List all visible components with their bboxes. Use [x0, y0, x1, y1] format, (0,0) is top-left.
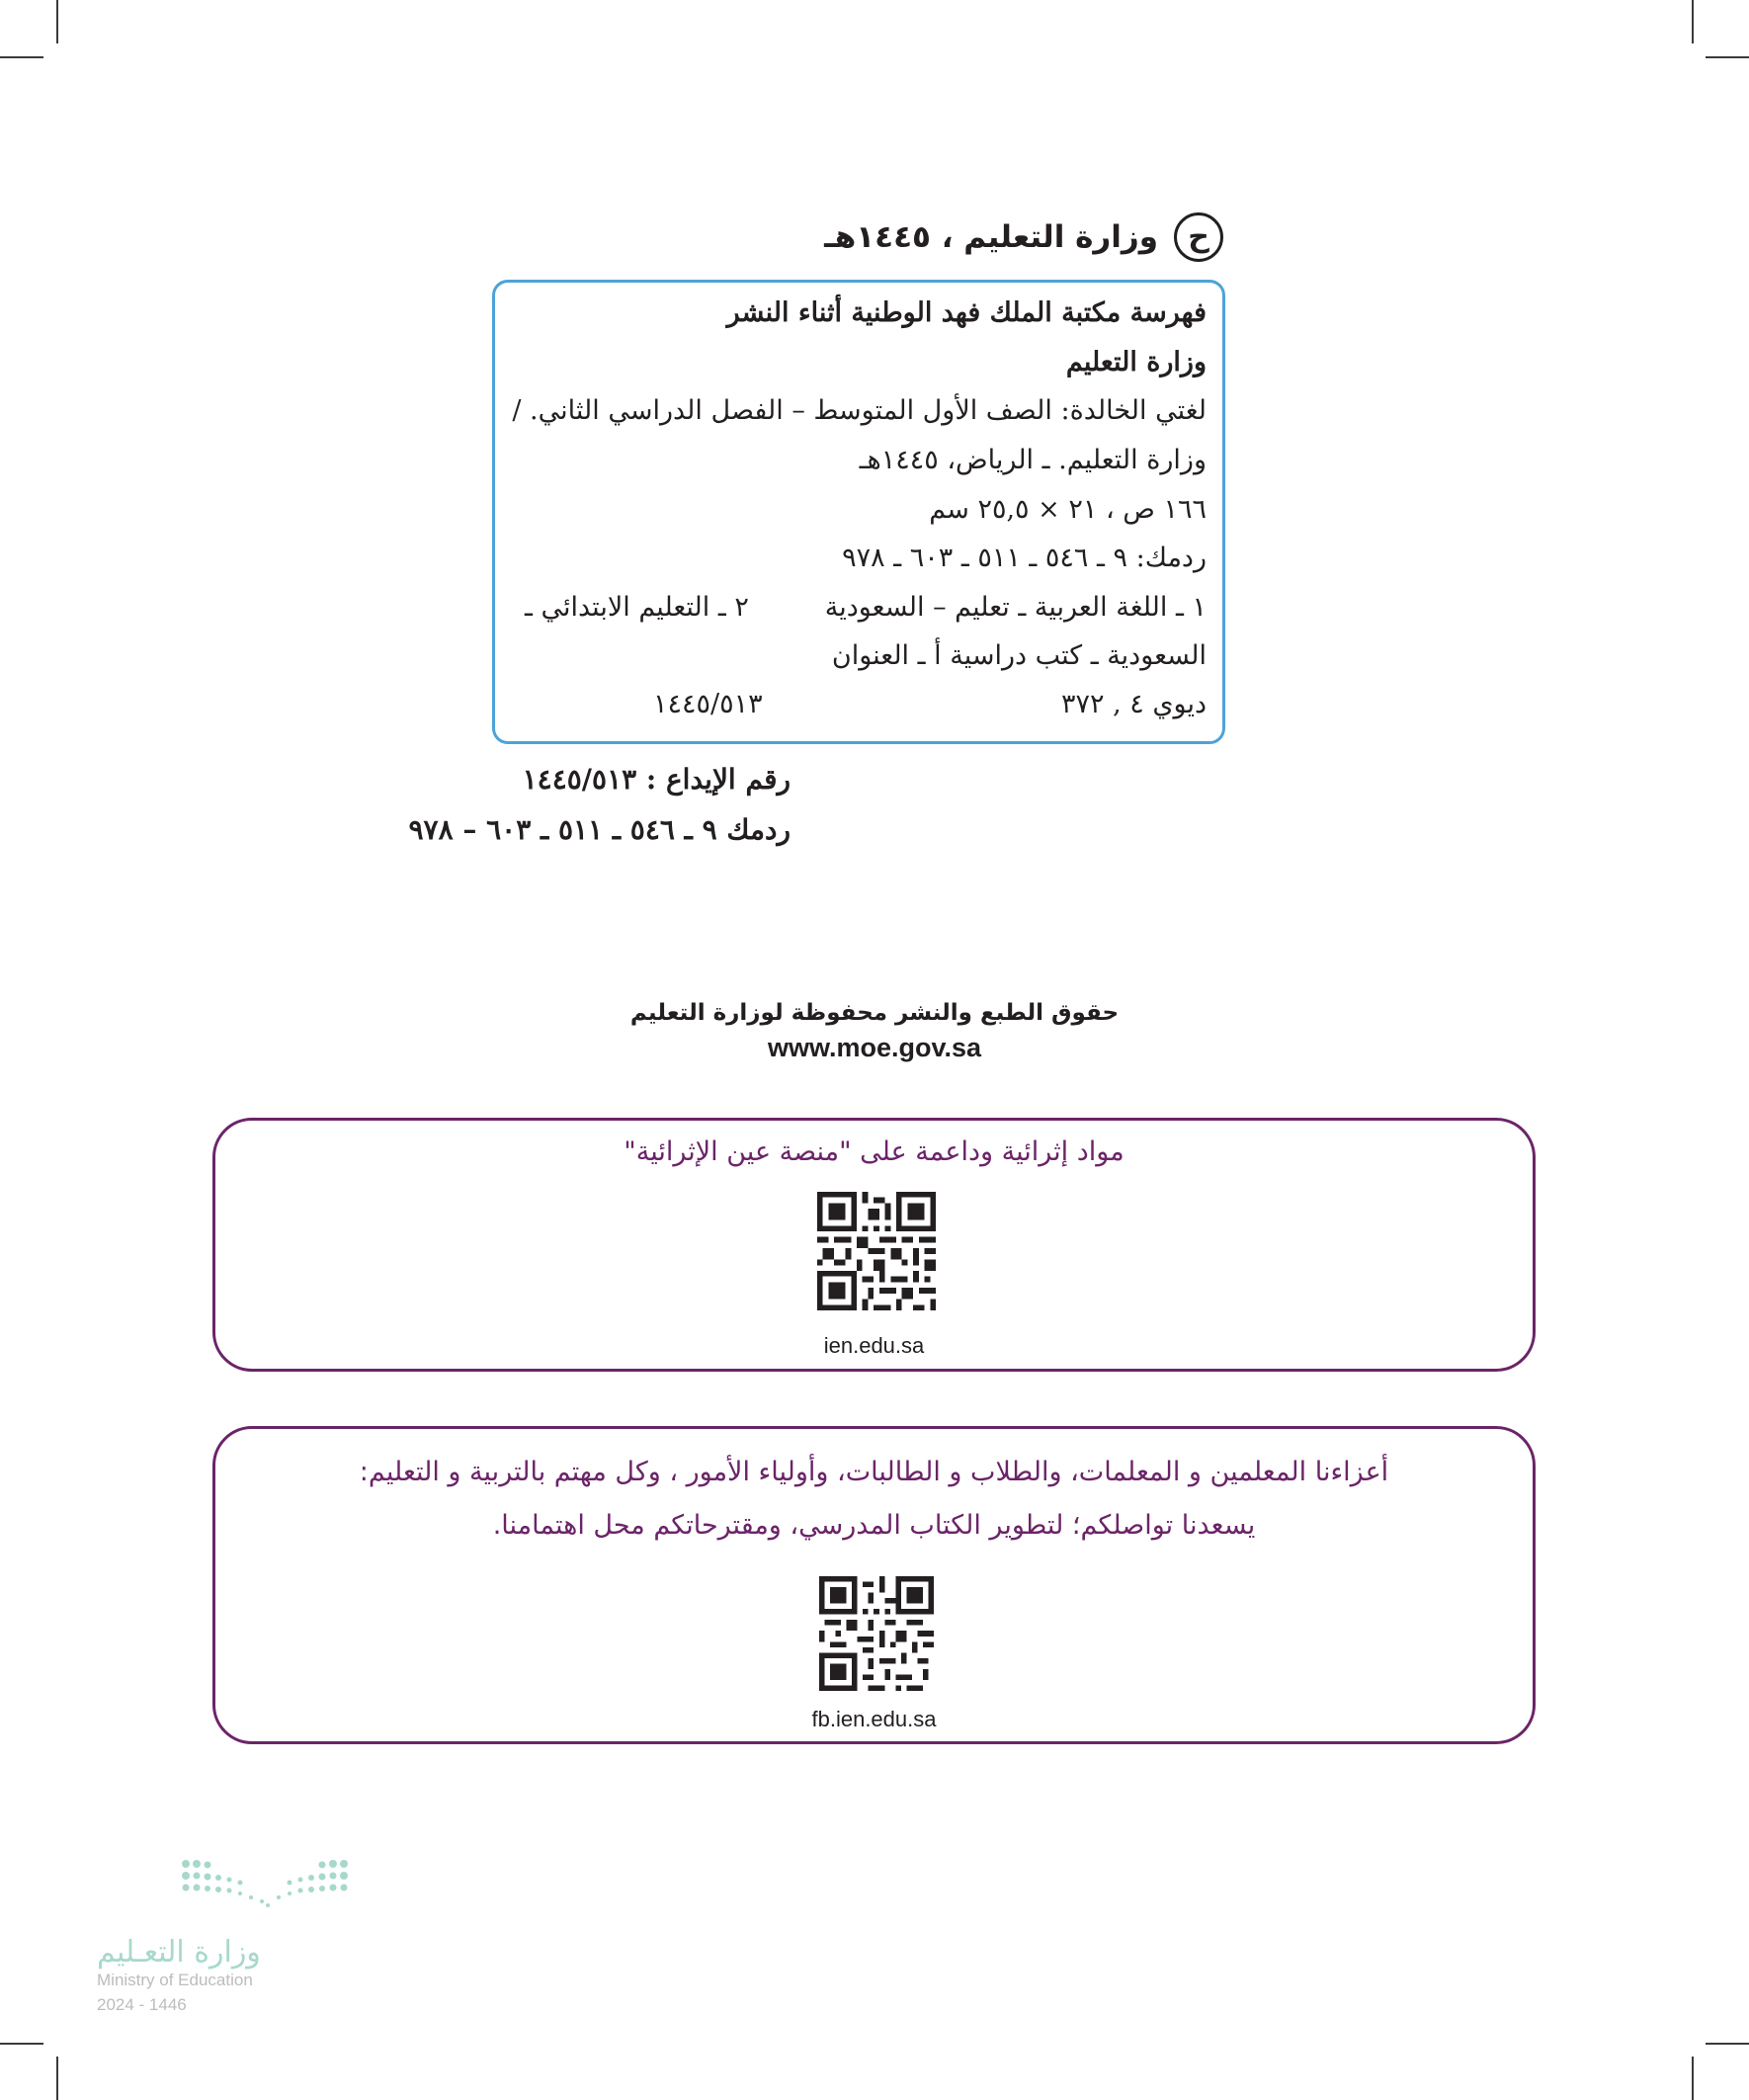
crop-mark — [1706, 2043, 1749, 2045]
cip-isbn: ردمك: ٩ ـ ٥٤٦ ـ ٥١١ ـ ٦٠٣ ـ ٩٧٨ — [842, 543, 1207, 573]
cip-dewey: ديوي ٤ , ٣٧٢ — [1061, 689, 1207, 719]
qr-caption[interactable]: fb.ien.edu.sa — [811, 1707, 937, 1731]
cip-subject-1: ١ ـ اللغة العربية ـ تعليم – السعودية — [824, 592, 1207, 623]
cip-publisher: وزارة التعليم. ـ الرياض، ١٤٤٥هـ — [859, 445, 1207, 475]
copyright-heading — [824, 212, 1223, 262]
crop-mark — [1692, 2057, 1694, 2100]
cip-author: وزارة التعليم — [1065, 347, 1207, 378]
qr-caption[interactable]: ien.edu.sa — [823, 1333, 925, 1358]
rights-statement: حقوق الطبع والنشر محفوظة لوزارة التعليم — [629, 1000, 1120, 1026]
cip-deposit: ١٤٤٥/٥١٣ — [653, 689, 763, 719]
cip-book-title: لغتي الخالدة: الصف الأول المتوسط – الفصل الدراسي الثاني. / — [512, 395, 1207, 426]
deposit-number: رقم الإيداع : ١٤٤٥/٥١٣ — [522, 763, 791, 796]
isbn-number: ردمك ٩ ـ ٥٤٦ ـ ٥١١ ـ ٦٠٣ – ٩٧٨ — [408, 813, 791, 846]
crop-mark — [0, 2043, 43, 2045]
cip-pages: ١٦٦ ص ، ٢١ × ٢٥,٥ سم — [929, 494, 1207, 525]
crop-mark — [1692, 0, 1694, 43]
cip-title: فهرسة مكتبة الملك فهد الوطنية أثناء النشر — [726, 297, 1207, 328]
website-link[interactable]: www.moe.gov.sa — [767, 1033, 982, 1062]
crop-mark — [0, 56, 43, 58]
cip-subject-2: ٢ ـ التعليم الابتدائي ـ — [525, 592, 749, 623]
crop-mark — [56, 2057, 58, 2100]
ministry-name-arabic: وزارة التعـليم — [97, 1935, 261, 1970]
ministry-name-english: Ministry of Education — [97, 1971, 253, 1989]
feedback-line-2: يسعدنا تواصلكم؛ لتطوير الكتاب المدرسي، ومقترحاتكم محل اهتمامنا. — [492, 1510, 1256, 1541]
qr-code-icon[interactable] — [819, 1576, 934, 1691]
enrichment-box — [212, 1118, 1536, 1372]
qr-code-icon[interactable] — [817, 1192, 936, 1310]
enrichment-text: مواد إثرائية وداعمة على "منصة عين الإثرائية" — [624, 1136, 1124, 1167]
copyright-mark-icon: ح — [1174, 212, 1223, 262]
ministry-year: 2024 - 1446 — [97, 1995, 187, 2014]
crop-mark — [56, 0, 58, 43]
feedback-line-1: أعزاءنا المعلمين و المعلمات، والطلاب و الطالبات، وأولياء الأمور ، وكل مهتم بالتربية و التعليم: — [359, 1457, 1389, 1487]
ministry-logo-icon — [181, 1858, 349, 1921]
cataloging-box — [492, 280, 1225, 744]
cip-subject-3: السعودية ـ كتب دراسية أ ـ العنوان — [831, 640, 1207, 671]
copyright-text: وزارة التعليم ، ١٤٤٥هـ — [824, 219, 1158, 255]
crop-mark — [1706, 56, 1749, 58]
feedback-box — [212, 1426, 1536, 1744]
